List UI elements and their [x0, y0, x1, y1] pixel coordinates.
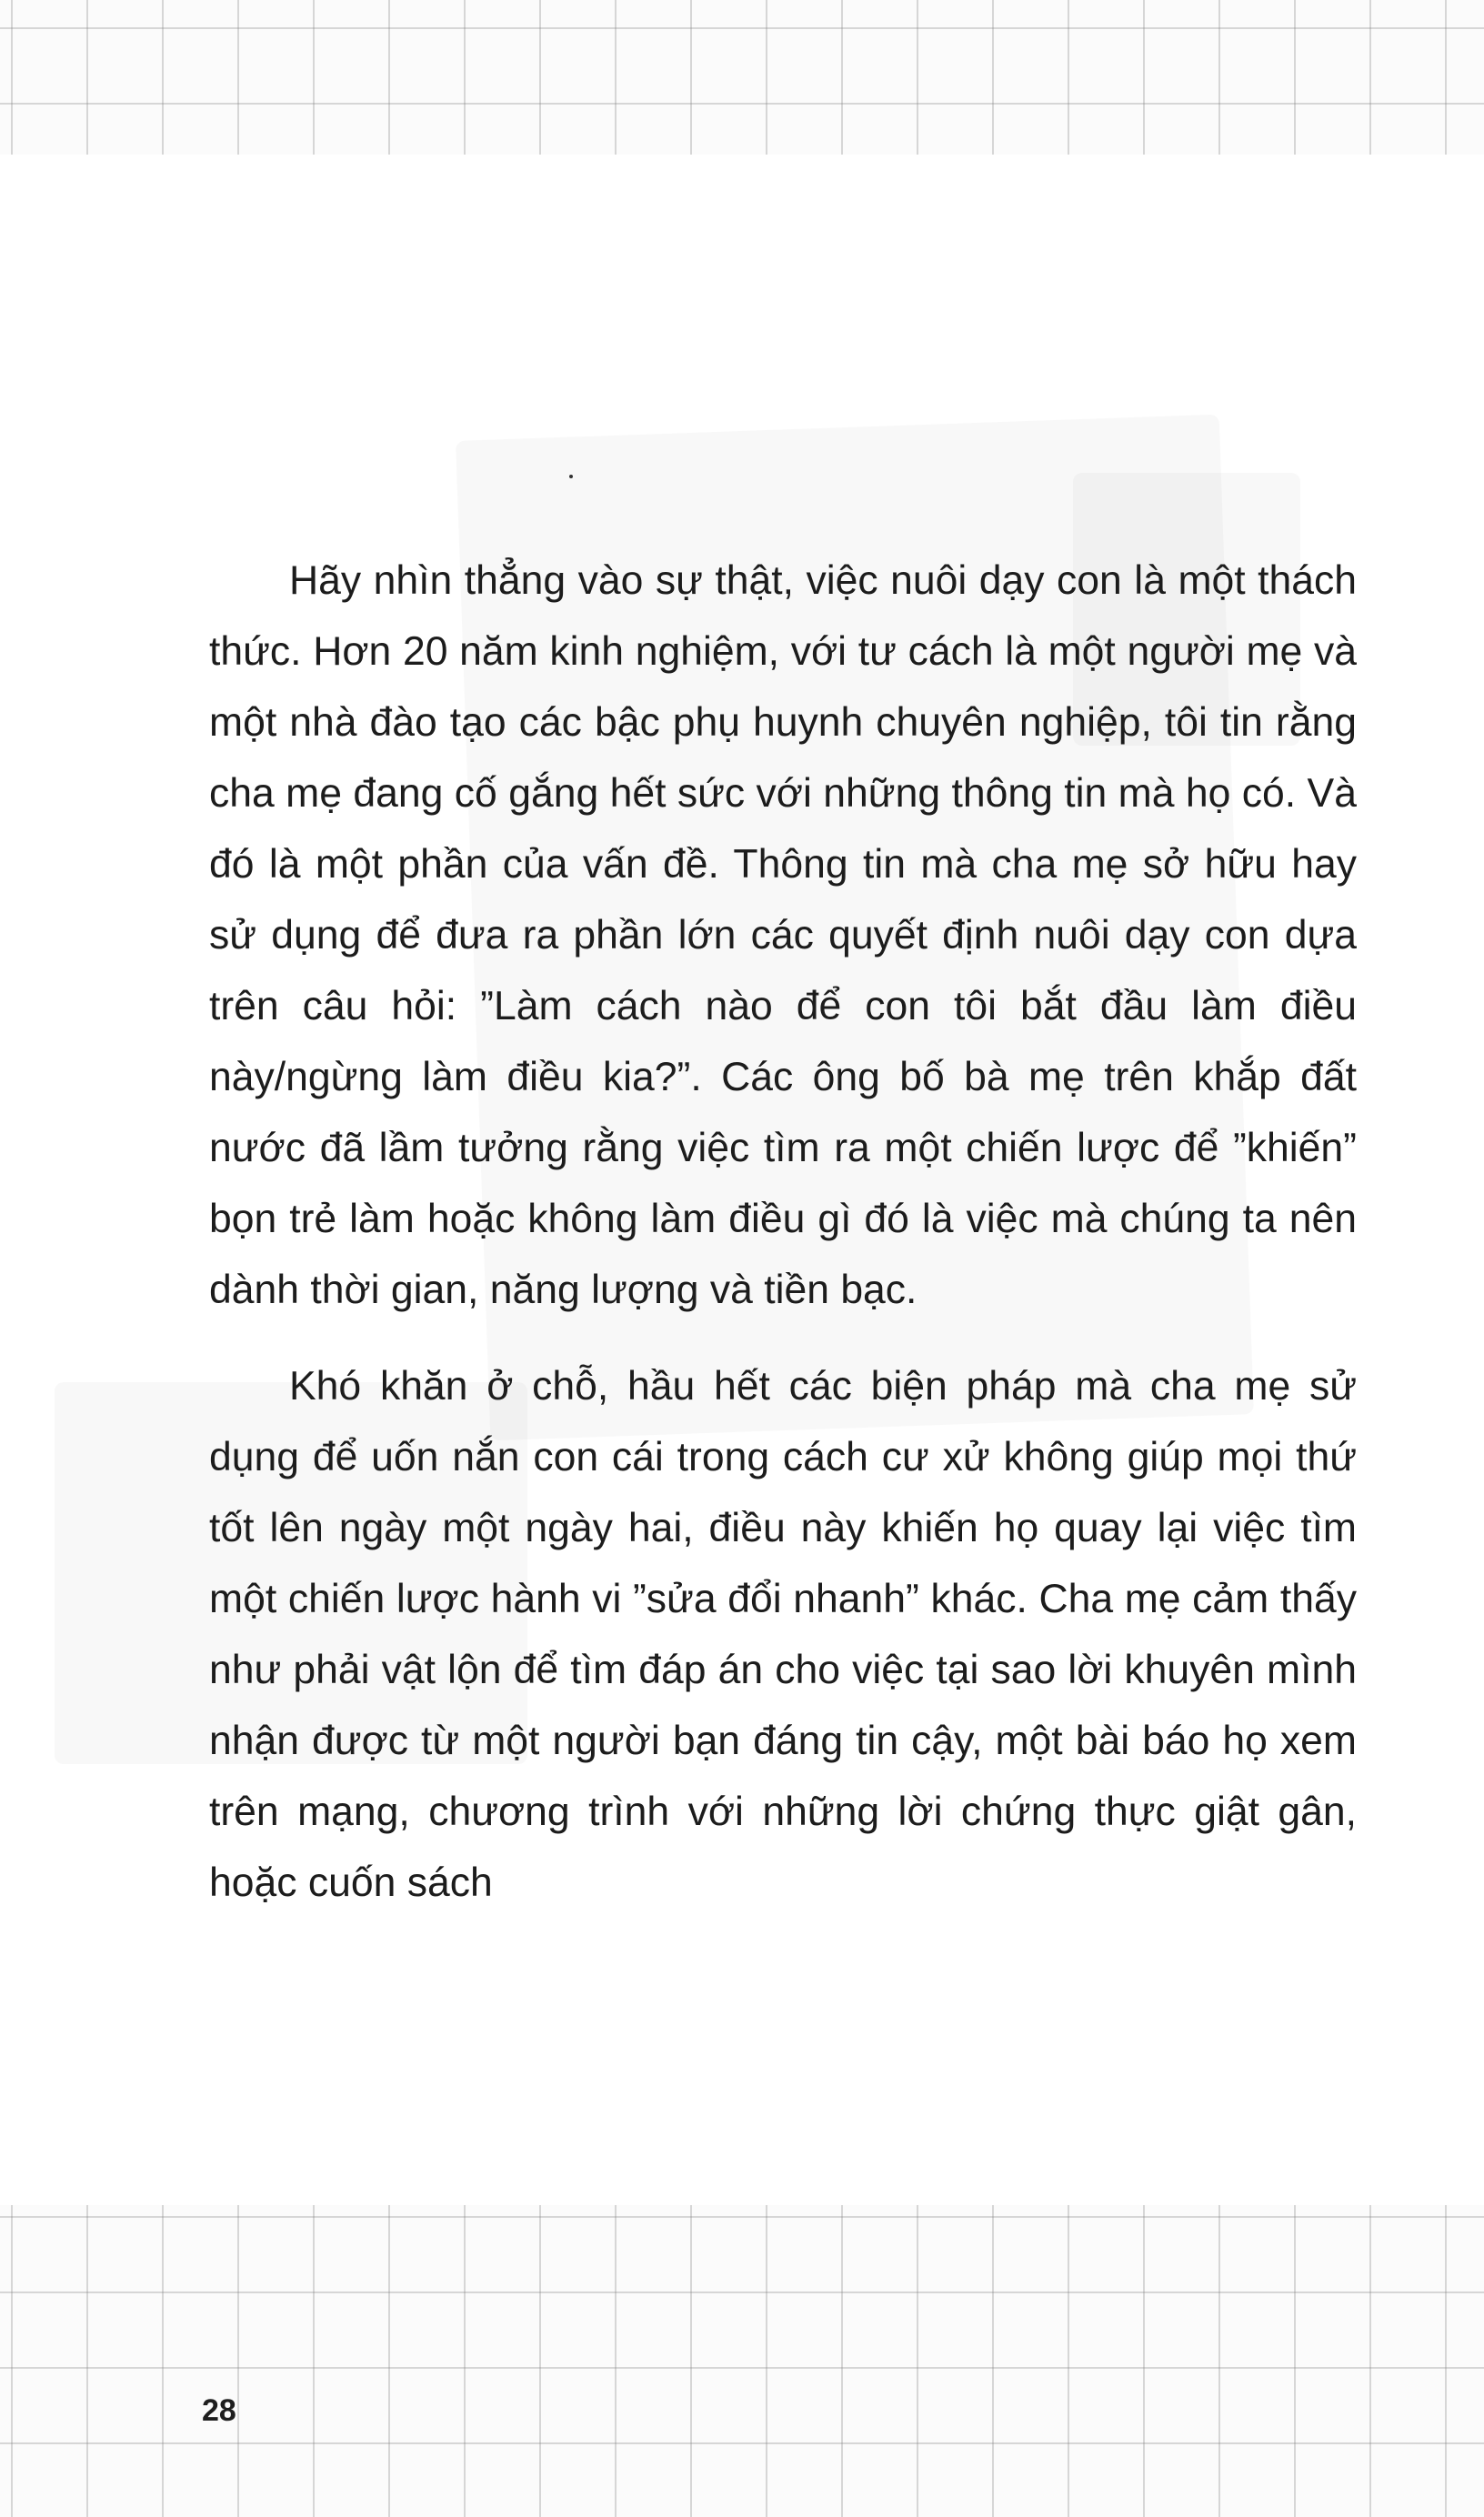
page-number: 28 — [202, 2393, 236, 2428]
paragraph-2: Khó khăn ở chỗ, hầu hết các biện pháp mà cha mẹ sử dụng để uốn nắn con cái trong cách cư xử không giúp mọi thứ tốt lên ngày một ngày hai, điều này khiến họ quay lại việc tìm một chiến lược hành vi ”sửa đổi nhanh” khác. Cha mẹ cảm thấy như phải vật lộn để tìm đáp án cho việc tại sao lời khuyên mình nhận được từ một người bạn đáng tin cậy, một bài báo họ xem trên mạng, chương trình với những lời chứng thực giật gân, hoặc cuốn sách — [209, 1364, 1357, 1905]
ink-speck — [569, 475, 573, 478]
paragraph-1: Hãy nhìn thẳng vào sự thật, việc nuôi dạy con là một thách thức. Hơn 20 năm kinh nghiệm, với tư cách là một người mẹ và một nhà đào tạo các bậc phụ huynh chuyên nghiệp, tôi tin rằng cha mẹ đang cố gắng hết sức với những thông tin mà họ có. Và đó là một phần của vấn đề. Thông tin mà cha mẹ sở hữu hay sử dụng để đưa ra phần lớn các quyết định nuôi dạy con dựa trên câu hỏi: ”Làm cách nào để con tôi bắt đầu làm điều này/ngừng làm điều kia?”. Các ông bố bà mẹ trên khắp đất nước đã lầm tưởng rằng việc tìm ra một chiến lược để ”khiến” bọn trẻ làm hoặc không làm điều gì đó là việc mà chúng ta nên dành thời gian, năng lượng và tiền bạc. — [209, 558, 1357, 1312]
body-text — [209, 546, 1357, 1944]
